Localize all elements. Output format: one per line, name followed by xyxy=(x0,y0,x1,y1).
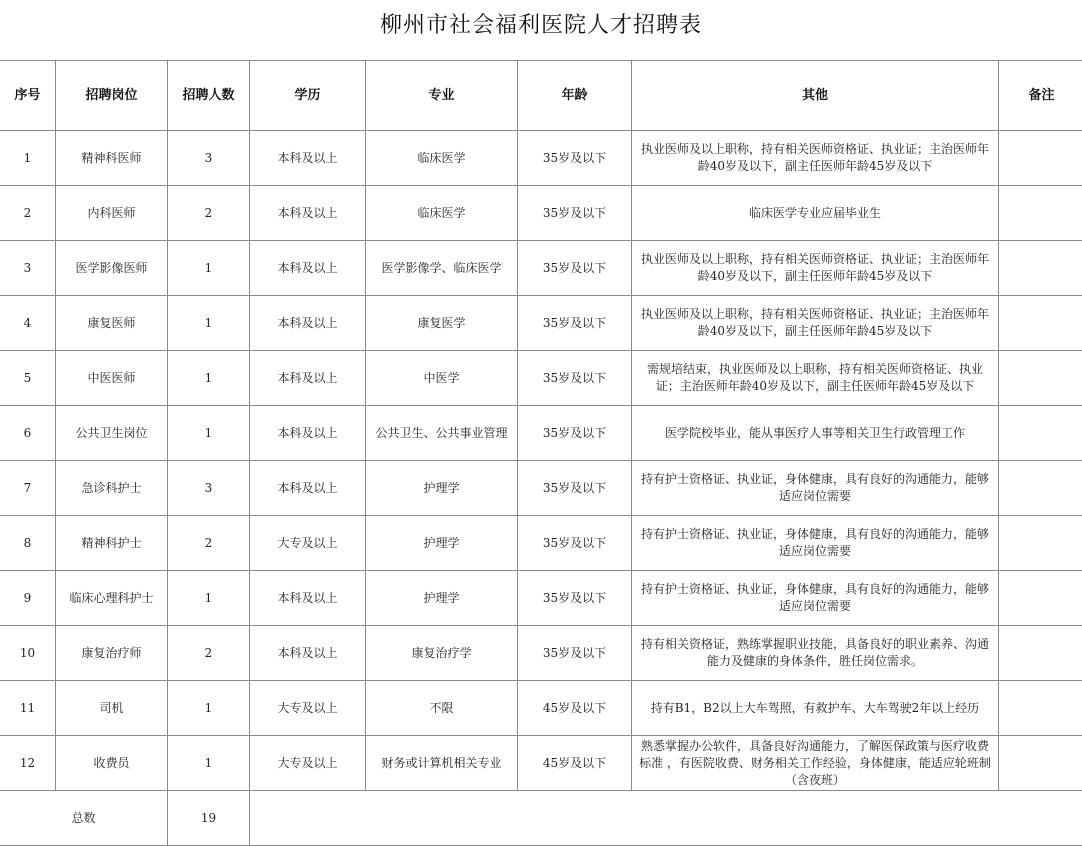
cell-no: 9 xyxy=(0,571,56,626)
cell-major: 康复医学 xyxy=(366,296,518,351)
cell-position: 医学影像医师 xyxy=(56,241,168,296)
cell-count: 2 xyxy=(168,186,250,241)
cell-count: 3 xyxy=(168,131,250,186)
cell-note xyxy=(999,626,1082,681)
cell-count: 1 xyxy=(168,296,250,351)
cell-note xyxy=(999,571,1082,626)
cell-education: 大专及以上 xyxy=(250,516,366,571)
cell-other: 持有护士资格证、执业证，身体健康，具有良好的沟通能力，能够适应岗位需要 xyxy=(632,516,999,571)
cell-other: 医学院校毕业，能从事医疗人事等相关卫生行政管理工作 xyxy=(632,406,999,461)
table-row xyxy=(0,406,1082,461)
header-cell-no: 序号 xyxy=(0,61,56,131)
cell-other: 熟悉掌握办公软件，具备良好沟通能力，了解医保政策与医疗收费标准 ，有医院收费、财务相关工作经验，身体健康，能适应轮班制（含夜班） xyxy=(632,736,999,791)
cell-position: 公共卫生岗位 xyxy=(56,406,168,461)
cell-no: 4 xyxy=(0,296,56,351)
cell-major: 护理学 xyxy=(366,461,518,516)
cell-age: 35岁及以下 xyxy=(518,571,632,626)
cell-age: 35岁及以下 xyxy=(518,241,632,296)
total-label: 总数 xyxy=(0,791,168,846)
cell-education: 本科及以上 xyxy=(250,131,366,186)
cell-other: 需规培结束，执业医师及以上职称，持有相关医师资格证、执业证；主治医师年龄40岁及以下，副主任医师年龄45岁及以下 xyxy=(632,351,999,406)
cell-position: 精神科医师 xyxy=(56,131,168,186)
cell-count: 2 xyxy=(168,516,250,571)
cell-age: 35岁及以下 xyxy=(518,461,632,516)
cell-major: 临床医学 xyxy=(366,131,518,186)
cell-note xyxy=(999,241,1082,296)
table-row xyxy=(0,296,1082,351)
cell-note xyxy=(999,461,1082,516)
cell-position: 康复医师 xyxy=(56,296,168,351)
cell-age: 35岁及以下 xyxy=(518,516,632,571)
cell-note xyxy=(999,681,1082,736)
table-row xyxy=(0,571,1082,626)
table-row xyxy=(0,241,1082,296)
total-blank xyxy=(250,791,1082,846)
cell-position: 临床心理科护士 xyxy=(56,571,168,626)
cell-position: 内科医师 xyxy=(56,186,168,241)
cell-major: 护理学 xyxy=(366,571,518,626)
cell-age: 35岁及以下 xyxy=(518,296,632,351)
recruitment-table xyxy=(0,60,1082,846)
cell-other: 持有护士资格证、执业证，身体健康，具有良好的沟通能力，能够适应岗位需要 xyxy=(632,571,999,626)
table-row xyxy=(0,626,1082,681)
cell-no: 2 xyxy=(0,186,56,241)
cell-note xyxy=(999,351,1082,406)
cell-age: 35岁及以下 xyxy=(518,351,632,406)
cell-age: 45岁及以下 xyxy=(518,736,632,791)
cell-count: 1 xyxy=(168,571,250,626)
cell-education: 本科及以上 xyxy=(250,186,366,241)
cell-education: 本科及以上 xyxy=(250,461,366,516)
cell-major: 临床医学 xyxy=(366,186,518,241)
cell-no: 3 xyxy=(0,241,56,296)
cell-other: 持有B1，B2以上大车驾照，有救护车、大车驾驶2年以上经历 xyxy=(632,681,999,736)
cell-major: 康复治疗学 xyxy=(366,626,518,681)
total-count: 19 xyxy=(168,791,250,846)
header-cell-major: 专业 xyxy=(366,61,518,131)
table-row xyxy=(0,461,1082,516)
cell-age: 35岁及以下 xyxy=(518,626,632,681)
cell-note xyxy=(999,296,1082,351)
table-row xyxy=(0,186,1082,241)
header-cell-count: 招聘人数 xyxy=(168,61,250,131)
header-cell-note: 备注 xyxy=(999,61,1082,131)
cell-count: 1 xyxy=(168,241,250,296)
cell-age: 35岁及以下 xyxy=(518,186,632,241)
header-cell-education: 学历 xyxy=(250,61,366,131)
cell-count: 3 xyxy=(168,461,250,516)
cell-other: 执业医师及以上职称，持有相关医师资格证、执业证；主治医师年龄40岁及以下，副主任医师年龄45岁及以下 xyxy=(632,241,999,296)
table-row xyxy=(0,131,1082,186)
cell-no: 11 xyxy=(0,681,56,736)
cell-position: 司机 xyxy=(56,681,168,736)
cell-education: 本科及以上 xyxy=(250,571,366,626)
table-row xyxy=(0,351,1082,406)
cell-education: 本科及以上 xyxy=(250,241,366,296)
cell-count: 1 xyxy=(168,406,250,461)
cell-note xyxy=(999,736,1082,791)
header-cell-other: 其他 xyxy=(632,61,999,131)
cell-education: 本科及以上 xyxy=(250,406,366,461)
cell-position: 收费员 xyxy=(56,736,168,791)
cell-education: 本科及以上 xyxy=(250,296,366,351)
cell-major: 不限 xyxy=(366,681,518,736)
cell-age: 35岁及以下 xyxy=(518,406,632,461)
cell-major: 中医学 xyxy=(366,351,518,406)
cell-no: 8 xyxy=(0,516,56,571)
header-cell-position: 招聘岗位 xyxy=(56,61,168,131)
header-cell-age: 年龄 xyxy=(518,61,632,131)
cell-count: 1 xyxy=(168,351,250,406)
cell-major: 财务或计算机相关专业 xyxy=(366,736,518,791)
cell-position: 精神科护士 xyxy=(56,516,168,571)
cell-other: 持有相关资格证，熟练掌握职业技能，具备良好的职业素养、沟通能力及健康的身体条件，胜任岗位需求。 xyxy=(632,626,999,681)
cell-education: 本科及以上 xyxy=(250,351,366,406)
cell-count: 1 xyxy=(168,736,250,791)
cell-position: 中医医师 xyxy=(56,351,168,406)
cell-position: 康复治疗师 xyxy=(56,626,168,681)
cell-other: 临床医学专业应届毕业生 xyxy=(632,186,999,241)
cell-major: 公共卫生、公共事业管理 xyxy=(366,406,518,461)
cell-note xyxy=(999,406,1082,461)
table-row xyxy=(0,681,1082,736)
cell-no: 7 xyxy=(0,461,56,516)
cell-note xyxy=(999,186,1082,241)
page-title: 柳州市社会福利医院人才招聘表 xyxy=(0,8,1082,39)
cell-education: 本科及以上 xyxy=(250,626,366,681)
cell-other: 执业医师及以上职称，持有相关医师资格证、执业证；主治医师年龄40岁及以下，副主任医师年龄45岁及以下 xyxy=(632,296,999,351)
table-row xyxy=(0,516,1082,571)
cell-education: 大专及以上 xyxy=(250,736,366,791)
cell-other: 持有护士资格证、执业证，身体健康，具有良好的沟通能力，能够适应岗位需要 xyxy=(632,461,999,516)
cell-no: 6 xyxy=(0,406,56,461)
cell-note xyxy=(999,131,1082,186)
cell-age: 35岁及以下 xyxy=(518,131,632,186)
total-row xyxy=(0,791,1082,846)
cell-major: 护理学 xyxy=(366,516,518,571)
cell-major: 医学影像学、临床医学 xyxy=(366,241,518,296)
cell-note xyxy=(999,516,1082,571)
cell-no: 1 xyxy=(0,131,56,186)
cell-no: 12 xyxy=(0,736,56,791)
cell-age: 45岁及以下 xyxy=(518,681,632,736)
cell-count: 1 xyxy=(168,681,250,736)
cell-position: 急诊科护士 xyxy=(56,461,168,516)
cell-other: 执业医师及以上职称，持有相关医师资格证、执业证；主治医师年龄40岁及以下，副主任医师年龄45岁及以下 xyxy=(632,131,999,186)
cell-education: 大专及以上 xyxy=(250,681,366,736)
cell-count: 2 xyxy=(168,626,250,681)
cell-no: 5 xyxy=(0,351,56,406)
cell-no: 10 xyxy=(0,626,56,681)
table-row xyxy=(0,736,1082,791)
header-row xyxy=(0,61,1082,131)
